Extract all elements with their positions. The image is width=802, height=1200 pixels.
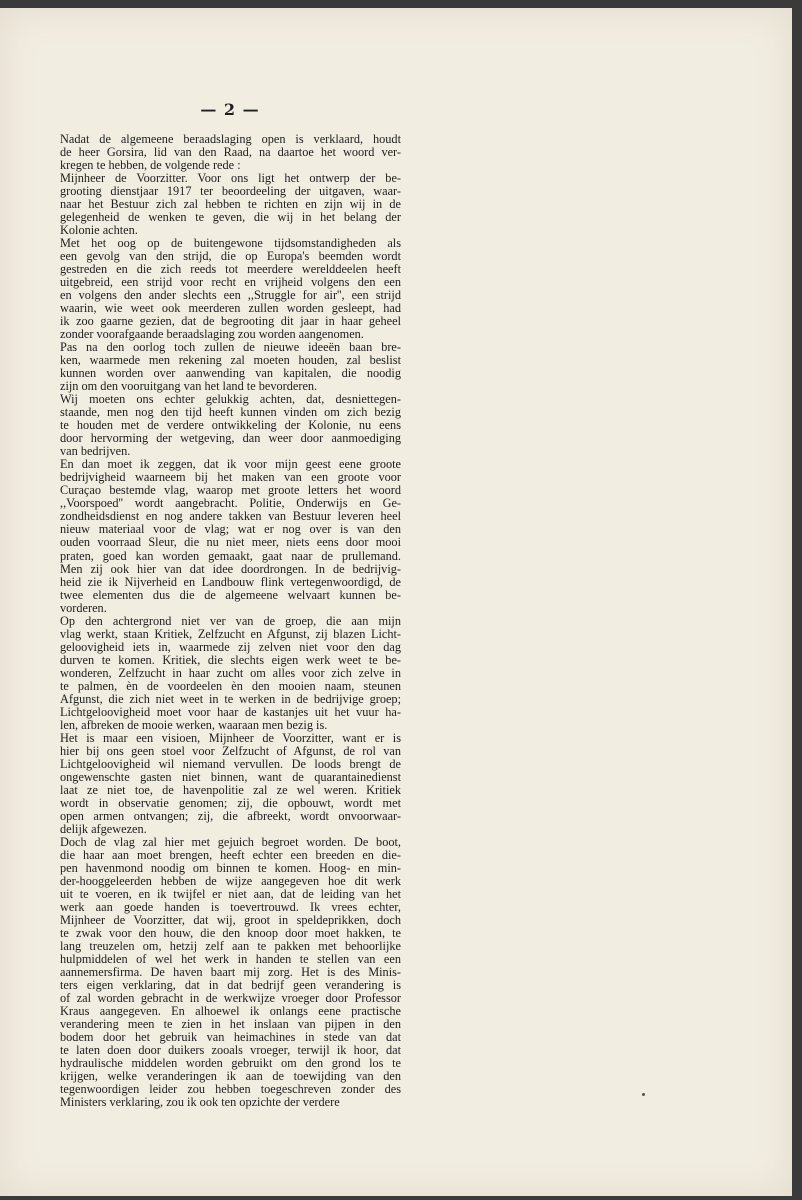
text-line: laat ze niet toe, de havenpolitie zal ze wel weren. Kritiek <box>60 782 401 797</box>
text-line: hulpmiddelen of wel het werk in handen te stellen van een <box>60 951 401 966</box>
stray-mark <box>642 1093 645 1096</box>
text-line: kunnen worden over aanwending van kapitalen, die noodig <box>60 366 401 381</box>
text-line: die haar aan moet brengen, heeft echter een breeden en die- <box>60 847 401 862</box>
text-line: te houden met de verdere ontwikkeling der Kolonie, nu eens <box>60 418 401 433</box>
text-line: en volgens den ander slechts een ,,Struggle for air'', een strijd <box>60 288 401 303</box>
text-line: kregen te hebben, de volgende rede : <box>60 158 241 173</box>
text-line: of zal worden gebracht in de werkwijze vroeger door Professor <box>60 991 401 1006</box>
text-line: uitgebreid, een strijd voor recht en vrijheid volgens den een <box>60 275 401 290</box>
text-line: uit te voeren, en ik twijfel er niet aan, dat de leiding van het <box>60 886 401 901</box>
text-line: Lichtgeloovigheid moet voor haar de kastanjes uit het vuur ha- <box>60 704 401 719</box>
text-line: krijgen, welke veranderingen ik aan de toewijding van den <box>60 1069 401 1084</box>
text-line: ouden voorraad Sleur, die nu niet meer, niets eens door mooi <box>60 535 401 550</box>
paragraph <box>60 237 401 341</box>
text-line: te palmen, èn de voordeelen èn den mooien naam, steunen <box>60 678 401 693</box>
text-line: waarin, wie weet ook meerderen zullen worden gesleept, had <box>60 301 401 316</box>
text-line: te zwak voor den houw, die den knoop door moet hakken, te <box>60 925 401 940</box>
text-line: de heer Gorsira, lid van den Raad, na daartoe het woord ver- <box>60 145 401 160</box>
text-line: Doch de vlag zal hier met gejuich begroet worden. De boot, <box>60 834 401 849</box>
text-line: Mijnheer de Voorzitter. Voor ons ligt het ontwerp der be- <box>60 171 401 186</box>
text-line: Lichtgeloovigheid wil niemand vervullen. De loods brengt de <box>60 756 401 771</box>
text-line: verandering meen te zien in het inslaan van pijpen in den <box>60 1017 401 1032</box>
text-line: Ministers verklaring, zou ik ook ten opzichte der verdere <box>60 1095 340 1110</box>
text-line: bedrijvigheid waarneem bij het maken van een groote voor <box>60 470 401 485</box>
text-line: heid zie ik Nijverheid en Landbouw flink vertegenwoordigd, de <box>60 574 401 589</box>
paragraph <box>60 393 401 458</box>
text-line: gelegenheid de wenken te geven, die wij in het belang der <box>60 210 401 225</box>
text-line: ongewenschte gasten niet binnen, want de quarantainedienst <box>60 769 401 784</box>
text-line: tegenwoordigen leider zou hebben toegeschreven zonder des <box>60 1082 401 1097</box>
document-page <box>0 8 792 1196</box>
text-line: geloovigheid iets in, waarmede zij zelven niet voor den dag <box>60 639 401 654</box>
text-line: te laten doen door duikers zooals vroeger, terwijl ik hoor, dat <box>60 1043 401 1058</box>
text-line: Men zij ook hier van dat idee doordrongen. In de bedrijvig- <box>60 561 401 576</box>
text-line: Wij moeten ons echter gelukkig achten, dat, desniettegen- <box>60 392 401 407</box>
text-line: durven te komen. Kritiek, die slechts eigen werk weet te be- <box>60 652 401 667</box>
text-line: open armen ontvangen; zij, die afbreekt, wordt onvoorwaar- <box>60 808 401 823</box>
text-line: Afgunst, die zich niet weet in te werken in de bedrijvige groep; <box>60 691 401 706</box>
text-line: lang treuzelen om, hetzij zelf aan te pakken met behoorlijke <box>60 938 401 953</box>
text-line: delijk afgewezen. <box>60 821 147 836</box>
text-line: En dan moet ik zeggen, dat ik voor mijn geest eene groote <box>60 457 401 472</box>
text-line: werk aan goede handen is toevertrouwd. Ik vrees echter, <box>60 899 401 914</box>
text-line: ik zoo gaarne gezien, dat de begrooting dit jaar in haar geheel <box>60 314 401 329</box>
text-line: hydraulische middelen worden gebruikt om den grond los te <box>60 1056 401 1071</box>
text-line: Nadat de algemeene beraadslaging open is verklaard, houdt <box>60 132 401 146</box>
text-line: grooting dienstjaar 1917 ter beoordeeling der uitgaven, waar- <box>60 184 401 199</box>
text-line: zonder voorafgaande beraadslaging zou worden aangenomen. <box>60 327 364 342</box>
paragraph <box>60 172 401 237</box>
paragraph <box>60 615 401 732</box>
text-line: Op den achtergrond niet ver van de groep, die aan mijn <box>60 613 401 628</box>
text-line: Het is maar een visioen, Mijnheer de Voorzitter, want er is <box>60 730 401 745</box>
text-line: pen havenmond noodig om binnen te komen. Hoog- en min- <box>60 860 401 875</box>
paragraph <box>60 341 401 393</box>
text-line: ters eigen verklaring, dat in dat bedrijf geen verandering is <box>60 978 401 993</box>
paragraph <box>60 732 401 836</box>
text-line: Pas na den oorlog toch zullen de nieuwe ideeën baan bre- <box>60 340 401 355</box>
text-line: der-hooggeleerden hebben de wijze aangegeven hoe dit werk <box>60 873 401 888</box>
text-line: ,,Voorspoed'' wordt aangebracht. Politie, Onderwijs en Ge- <box>60 496 401 511</box>
body-text <box>60 133 401 1109</box>
text-line: bodem door het gebruik van heimachines in stede van dat <box>60 1030 401 1045</box>
text-line: Kolonie achten. <box>60 223 138 238</box>
text-line: len, afbreken de mooie werken, waaraan men bezig is. <box>60 717 328 732</box>
text-line: van bedrijven. <box>60 444 131 459</box>
text-line: ken, waarmede men rekening zal moeten houden, zal beslist <box>60 353 401 368</box>
paragraph <box>60 458 401 614</box>
text-line: aannemersfirma. De haven baart mij zorg. Het is des Minis- <box>60 965 401 979</box>
text-line: hier bij ons geen stoel voor Zelfzucht of Afgunst, de rol van <box>60 743 401 758</box>
text-line: Curaçao bestemde vlag, waarop met groote letters het woord <box>60 483 401 498</box>
text-line: wonderen, Zelfzucht in haar zucht om alles voor zich zelve in <box>60 665 401 680</box>
text-line: staande, men nog den tijd heeft kunnen vinden om zich bezig <box>60 405 401 420</box>
page-number: — 2 — <box>200 100 260 119</box>
text-line: zijn om den vooruitgang van het land te bevorderen. <box>60 379 318 394</box>
text-line: twee elementen dus die de algemeene welvaart kunnen be- <box>60 587 401 602</box>
text-line: vlag werkt, staan Kritiek, Zelfzucht en Afgunst, zij blazen Licht- <box>60 626 401 641</box>
paragraph <box>60 133 401 172</box>
text-line: Kraus aangegeven. En alhoewel ik onlangs eene practische <box>60 1004 401 1019</box>
text-line: Mijnheer de Voorzitter, dat wij, groot in speldeprikken, doch <box>60 912 401 927</box>
text-line: een gevolg van den strijd, die op Europa's beemden wordt <box>60 249 401 264</box>
paragraph <box>60 836 401 1109</box>
text-line: Met het oog op de buitengewone tijdsomstandigheden als <box>60 236 401 251</box>
text-line: door hervorming der wetgeving, dan weer door aanmoediging <box>60 431 401 446</box>
text-line: praten, goed kan worden gemaakt, gaat naar de prullemand. <box>60 548 401 563</box>
text-line: wordt in observatie genomen; zij, die opbouwt, wordt met <box>60 795 401 810</box>
text-line: gestreden en die zich reeds tot meerdere werelddeelen heeft <box>60 262 401 277</box>
text-line: zondheidsdienst en nog andere takken van Bestuur leveren heel <box>60 509 401 524</box>
text-line: naar het Bestuur zich zal hebben te richten en zijn wij in de <box>60 197 401 212</box>
text-line: nieuw materiaal voor de vlag; wat er nog over is van den <box>60 522 401 537</box>
text-line: vorderen. <box>60 600 107 615</box>
